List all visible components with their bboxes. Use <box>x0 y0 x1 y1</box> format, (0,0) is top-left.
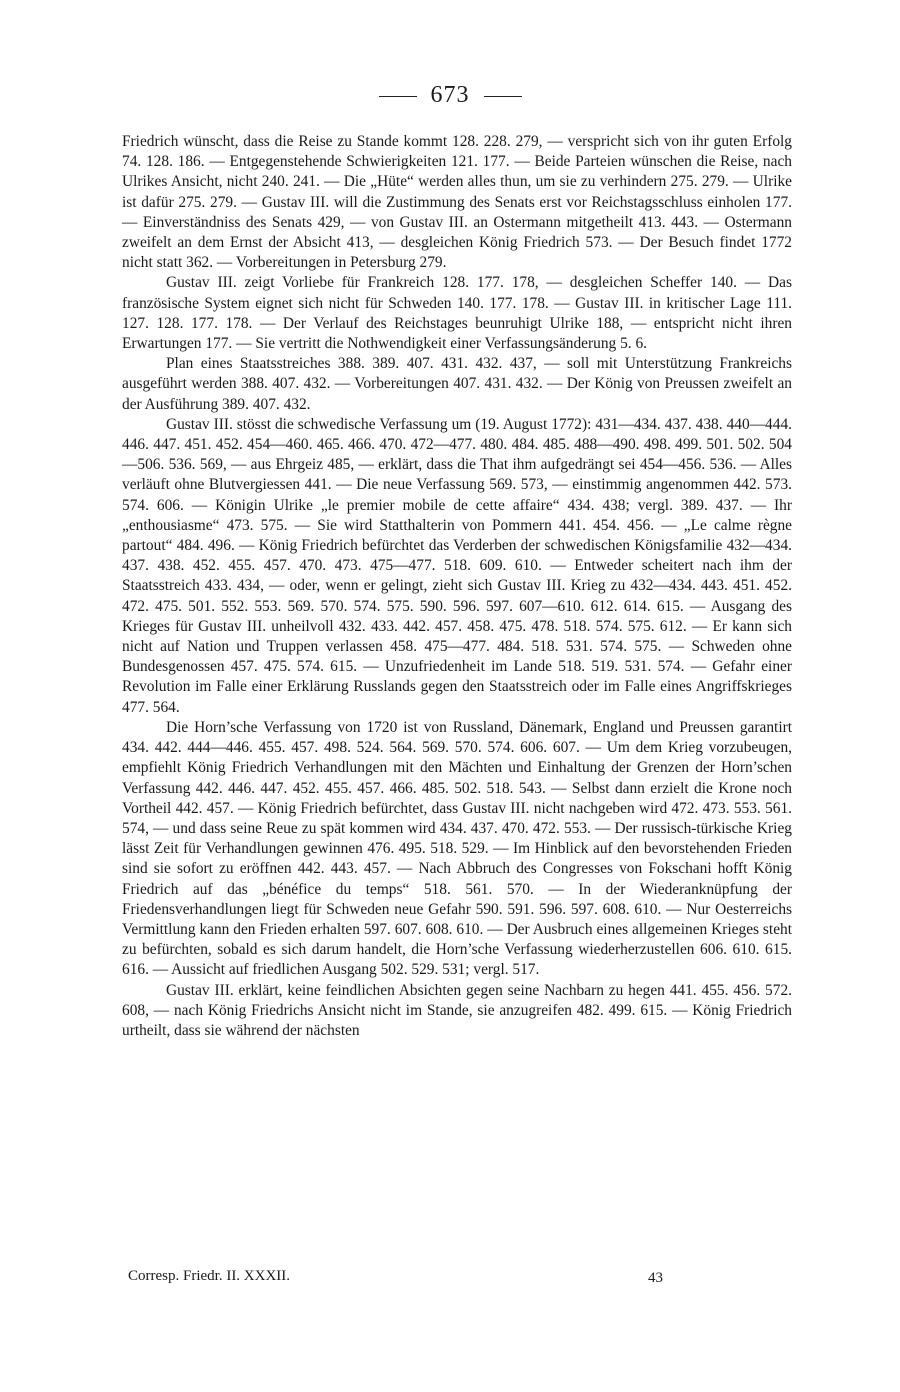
paragraph-5: Die Horn’sche Verfassung von 1720 ist von Russland, Dänemark, England und Preussen garantirt 434. 442. 444—446. 455. 457. 498. 524. 564. 569. 570. 574. 606. 607. — Um dem Krieg vorzubeugen, empfiehlt König Friedrich Verhandlungen mit den Mächten und Einhaltung der Grenzen der Horn’schen Verfassung 442. 446. 447. 452. 455. 457. 466. 485. 502. 518. 543. — Selbst dann erzielt die Krone noch Vortheil 442. 457. — König Friedrich befürchtet, dass Gustav III. nicht nachgeben wird 472. 473. 553. 561. 574, — und dass seine Reue zu spät kommen wird 434. 437. 470. 472. 553. — Der russisch-türkische Krieg lässt Zeit für Verhandlungen gewinnen 476. 495. 518. 529. — Im Hinblick auf den bevorstehenden Frieden sind sie sofort zu eröffnen 442. 443. 457. — Nach Abbruch des Congresses von Fokschani hofft König Friedrich auf das „bénéfice du temps“ 518. 561. 570. — In der Wiederanknüpfung der Friedensverhandlungen liegt für Schweden neue Gefahr 590. 591. 596. 597. 608. 610. — Nur Oesterreichs Vermittlung kann den Frieden erhalten 597. 607. 608. 610. — Der Ausbruch eines allgemeinen Krieges steht zu befürchten, sobald es sich darum handelt, die Horn’sche Verfassung wiederherzustellen 606. 610. 615. 616. — Aussicht auf friedlichen Ausgang 502. 529. 531; vergl. 517. <box>122 718 792 979</box>
paragraph-6: Gustav III. erklärt, keine feindlichen Absichten gegen seine Nachbarn zu hegen 441. 455. 456. 572. 608, — nach König Friedrichs Ansicht nicht im Stande, sie anzugreifen 482. 499. 615. — König Friedrich urtheilt, dass sie während der nächsten <box>122 981 792 1039</box>
page-header <box>0 82 900 109</box>
page-number: 673 <box>430 82 470 108</box>
header-rule-right <box>484 96 522 97</box>
sheet-number: 43 <box>648 1270 663 1286</box>
header-rule-left <box>379 96 417 97</box>
paragraph-3: Plan eines Staatsstreiches 388. 389. 407. 431. 432. 437, — soll mit Unterstützung Frankreichs ausgeführt werden 388. 407. 432. — Vorbereitungen 407. 431. 432. — Der König von Preussen zweifelt an der Ausführung 389. 407. 432. <box>122 355 792 413</box>
printer-signature: Corresp. Friedr. II. XXXII. <box>128 1268 291 1284</box>
paragraph-1: Friedrich wünscht, dass die Reise zu Stande kommt 128. 228. 279, — verspricht sich von ihr guten Erfolg 74. 128. 186. — Entgegenstehende Schwierigkeiten 121. 177. — Beide Parteien wünschen die Reise, nach Ulrikes Ansicht, nicht 240. 241. — Die „Hüte“ werden alles thun, um sie zu verhindern 275. 279. — Ulrike ist dafür 275. 279. — Gustav III. will die Zustimmung des Senats erst vor Reichstagsschluss einholen 177. — Einverständniss des Senats 429, — von Gustav III. an Ostermann mitgetheilt 413. 443. — Ostermann zweifelt an dem Ernst der Absicht 413, — desgleichen König Friedrich 573. — Der Besuch findet 1772 nicht statt 362. — Vorbereitungen in Petersburg 279. <box>122 133 792 272</box>
paragraph-4: Gustav III. stösst die schwedische Verfassung um (19. August 1772): 431—434. 437. 438. 440—444. 446. 447. 451. 452. 454—460. 465. 466. 470. 472—477. 480. 484. 485. 488—490. 498. 499. 501. 502. 504—506. 536. 569, — aus Ehrgeiz 485, — erklärt, dass die That ihm aufgedrängt sei 454—456. 536. — Alles verläuft ohne Blutvergiessen 441. — Die neue Verfassung 569. 573, — einstimmig angenommen 442. 573. 574. 606. — Königin Ulrike „le premier mobile de cette affaire“ 434. 438; vergl. 389. 437. — Ihr „enthousiasme“ 473. 575. — Sie wird Statthalterin von Pommern 441. 454. 456. — „Le calme règne partout“ 484. 496. — König Friedrich befürchtet das Verderben der schwedischen Königsfamilie 432—434. 437. 438. 452. 455. 457. 470. 473. 475—477. 518. 609. 610. — Entweder scheitert nach ihm der Staatsstreich 433. 434, — oder, wenn er gelingt, zieht sich Gustav III. Krieg zu 432—434. 443. 451. 452. 472. 475. 501. 552. 553. 569. 570. 574. 575. 590. 596. 597. 607—610. 612. 614. 615. — Ausgang des Krieges für Gustav III. unheilvoll 432. 433. 442. 457. 458. 475. 478. 518. 574. 575. 612. — Er kann sich nicht auf Nation und Truppen verlassen 458. 475—477. 484. 518. 531. 574. 575. — Schweden ohne Bundesgenossen 457. 475. 574. 615. — Unzufriedenheit im Lande 518. 519. 531. 574. — Gefahr einer Revolution im Falle einer Erklärung Russlands gegen den Staatsstreich oder im Falle eines Angriffskrieges 477. 564. <box>122 415 792 716</box>
index-text <box>122 132 792 1041</box>
paragraph-2: Gustav III. zeigt Vorliebe für Frankreich 128. 177. 178, — desgleichen Scheffer 140. — Das französische System eignet sich nicht für Schweden 140. 177. 178. — Gustav III. in kritischer Lage 111. 127. 128. 177. 178. — Der Verlauf des Reichstages beunruhigt Ulrike 188, — entspricht nicht ihren Erwartungen 177. — Sie vertritt die Nothwendigkeit einer Verfassungsänderung 5. 6. <box>122 274 792 353</box>
